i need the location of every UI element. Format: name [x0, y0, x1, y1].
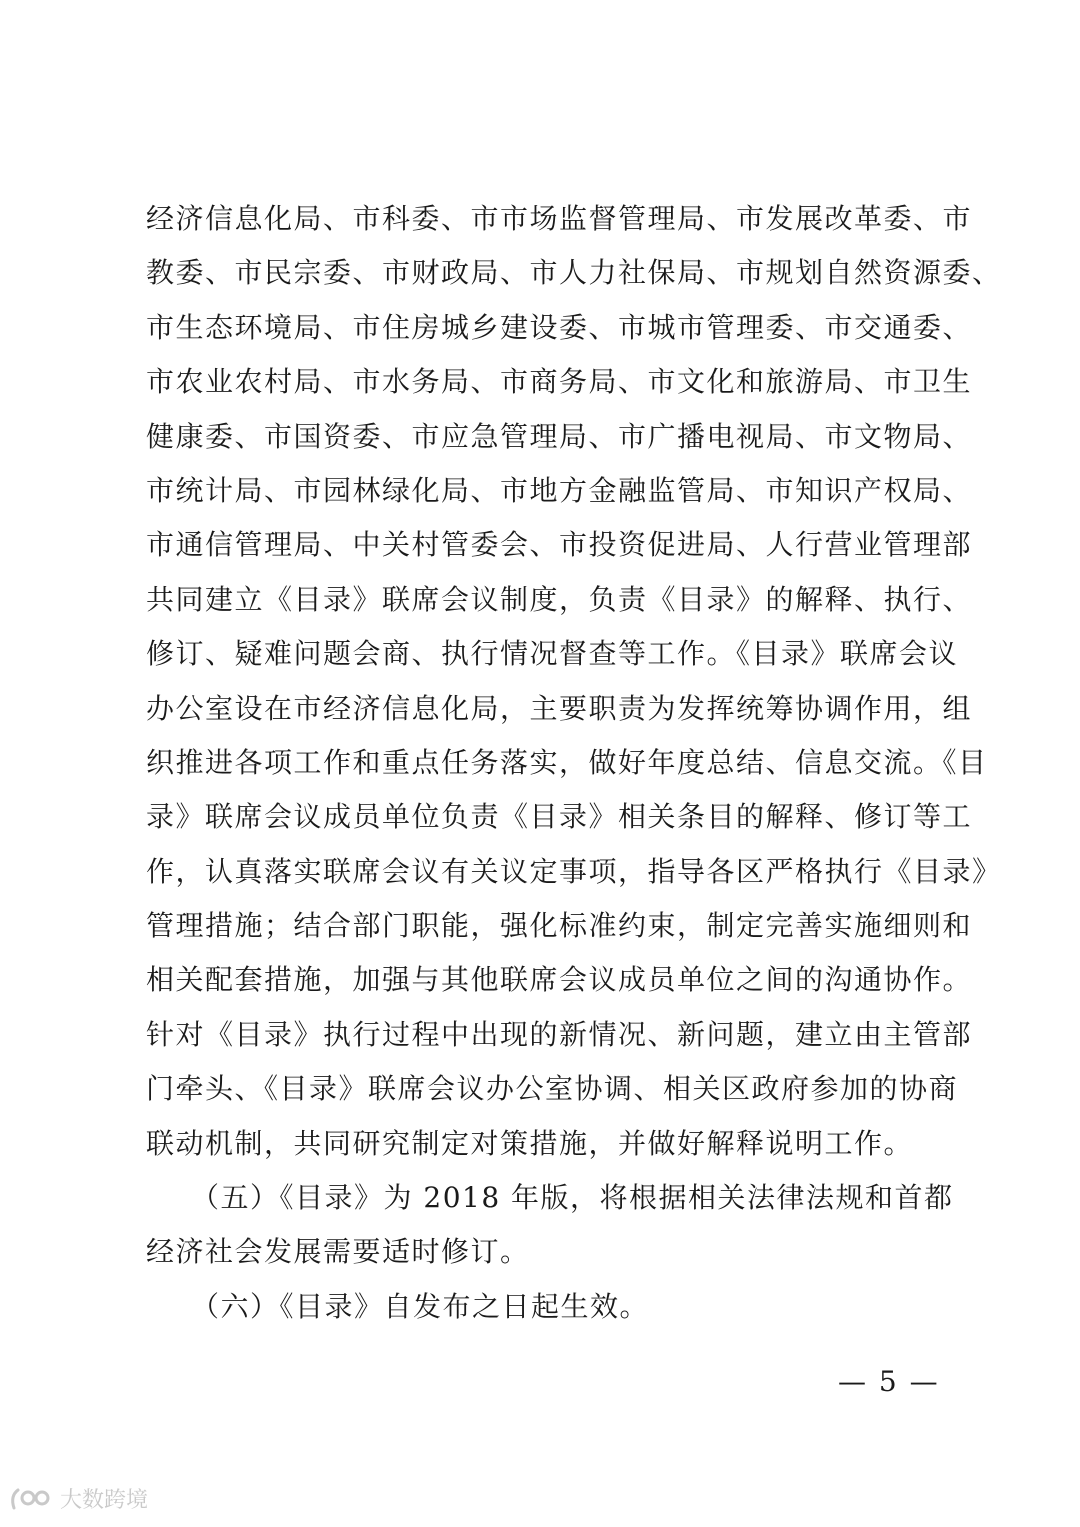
watermark-text: 大数跨境 [60, 1487, 149, 1513]
text-line: 门牵头、《目录》联席会议办公室协调、相关区政府参加的协商 [146, 1072, 959, 1106]
text-line: 健康委、市国资委、市应急管理局、市广播电视局、市文物局、 [146, 419, 973, 453]
text-line: 作，认真落实联席会议有关议定事项，指导各区严格执行《目录》 [146, 854, 1002, 888]
text-line: 修订、疑难问题会商、执行情况督查等工作。《目录》联席会议 [146, 637, 959, 671]
text-line: 办公室设在市经济信息化局，主要职责为发挥统筹协调作用，组 [146, 691, 973, 725]
text-line: 录》联席会议成员单位负责《目录》相关条目的解释、修订等工 [146, 800, 973, 834]
text-line: 针对《目录》执行过程中出现的新情况、新问题，建立由主管部 [146, 1017, 973, 1051]
page-number: — 5 — [838, 1365, 940, 1398]
text-line: 联动机制，共同研究制定对策措施，并做好解释说明工作。 [146, 1126, 914, 1160]
text-line: （五）《目录》为 2018 年版，将根据相关法律法规和首都 [146, 1181, 954, 1215]
text-line: 经济社会发展需要适时修订。 [146, 1235, 530, 1269]
body-text [146, 192, 1002, 1334]
watermark [8, 1478, 148, 1518]
text-line: 织推进各项工作和重点任务落实，做好年度总结、信息交流。《目 [146, 745, 988, 779]
text-line: 经济信息化局、市科委、市市场监督管理局、市发展改革委、市 [146, 202, 973, 235]
text-line: 市生态环境局、市住房城乡建设委、市城市管理委、市交通委、 [146, 310, 973, 344]
text-line: 管理措施；结合部门职能，强化标准约束，制定完善实施细则和 [146, 909, 973, 943]
text-line: 市通信管理局、中关村管委会、市投资促进局、人行营业管理部 [146, 528, 973, 562]
text-line: 教委、市民宗委、市财政局、市人力社保局、市规划自然资源委、 [146, 256, 1002, 290]
text-line: 相关配套措施，加强与其他联席会议成员单位之间的沟通协作。 [146, 963, 973, 997]
text-line: 市农业农村局、市水务局、市商务局、市文化和旅游局、市卫生 [146, 365, 973, 399]
watermark-logo-icon [8, 1482, 54, 1514]
text-line: 共同建立《目录》联席会议制度，负责《目录》的解释、执行、 [146, 582, 973, 616]
text-line: 市统计局、市园林绿化局、市地方金融监管局、市知识产权局、 [146, 473, 973, 507]
text-line: （六）《目录》自发布之日起生效。 [146, 1289, 650, 1323]
